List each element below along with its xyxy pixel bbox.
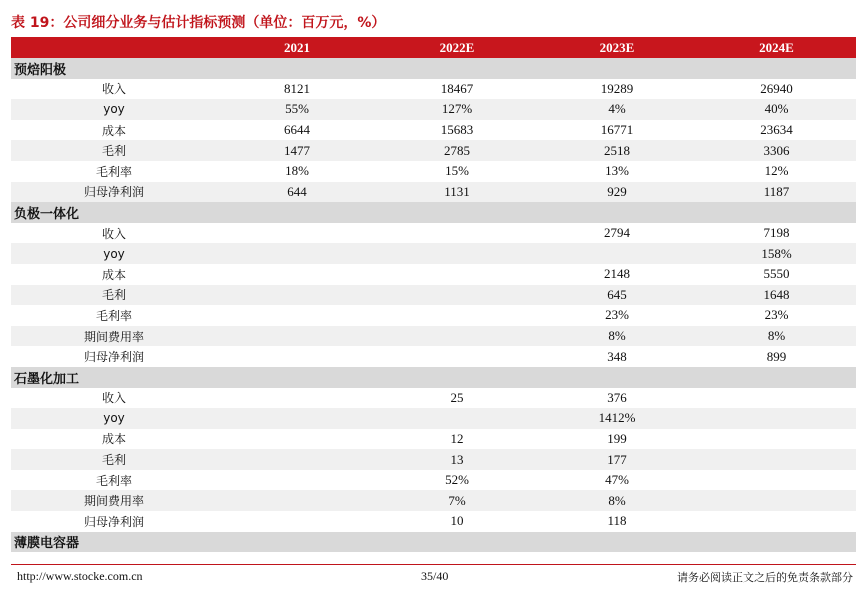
table-cell: 8% — [608, 492, 626, 508]
table-cell — [697, 490, 856, 511]
table-cell: 13 — [450, 451, 464, 467]
table-row — [11, 79, 856, 100]
row-label: 毛利率 — [95, 473, 132, 488]
table-cell — [217, 449, 377, 470]
forecast-table — [11, 37, 856, 552]
table-cell: 23634 — [760, 122, 793, 138]
table-cell: 2794 — [604, 225, 630, 241]
table-cell — [697, 408, 856, 429]
table-cell: 645 — [607, 286, 627, 302]
table-cell: 23% — [764, 307, 789, 323]
table-cell: 118 — [607, 513, 627, 529]
table-cell — [697, 449, 856, 470]
row-label: 收入 — [101, 226, 126, 241]
table-cell: 158% — [761, 245, 792, 261]
table-cell — [217, 285, 377, 306]
row-label: 毛利率 — [95, 308, 132, 323]
table-row — [11, 449, 856, 470]
row-label: 成本 — [101, 123, 126, 138]
table-row — [11, 346, 856, 367]
table-row — [11, 285, 856, 306]
table-cell: 15683 — [440, 122, 474, 138]
table-row — [11, 140, 856, 161]
table-cell: 6644 — [284, 122, 310, 138]
footer-divider — [11, 564, 856, 565]
table-cell: 15% — [445, 163, 469, 179]
section-row — [11, 58, 856, 79]
section-row — [11, 532, 856, 553]
table-row — [11, 326, 856, 347]
table-cell: 18% — [285, 163, 309, 179]
table-cell — [377, 285, 537, 306]
table-cell: 4% — [608, 101, 626, 117]
table-cell: 127% — [441, 101, 473, 117]
table-cell — [217, 429, 377, 450]
section-name: 薄膜电容器 — [14, 536, 80, 552]
table-cell: 2785 — [444, 142, 470, 158]
table-header-row — [11, 37, 856, 58]
table-cell: 55% — [285, 101, 309, 117]
row-label: 期间费用率 — [83, 494, 144, 509]
table-cell: 348 — [607, 348, 627, 364]
table-cell: 19289 — [600, 80, 634, 96]
row-label: 毛利 — [101, 288, 126, 303]
row-label: 毛利 — [101, 144, 126, 159]
table-cell: 10 — [450, 513, 464, 529]
table-cell — [217, 408, 377, 429]
row-label: 毛利 — [101, 453, 126, 468]
section-name: 预焙阳极 — [14, 62, 67, 78]
row-label: 收入 — [101, 82, 126, 97]
table-row — [11, 408, 856, 429]
section-row — [11, 367, 856, 388]
section-name: 石墨化加工 — [14, 371, 80, 387]
header-cell-2022e: 2022E — [439, 39, 475, 55]
header-cell-2021: 2021 — [284, 39, 310, 55]
table-cell: 47% — [605, 472, 629, 488]
table-cell: 23% — [605, 307, 629, 323]
table-row — [11, 490, 856, 511]
table-row — [11, 429, 856, 450]
table-cell — [377, 264, 537, 285]
footer-disclaimer: 请务必阅读正文之后的免责条款部分 — [677, 571, 853, 584]
table-cell: 1477 — [284, 142, 310, 158]
row-label: 成本 — [101, 267, 126, 282]
table-cell — [217, 326, 377, 347]
footer-page-number: 35/40 — [421, 569, 449, 583]
table-cell — [377, 223, 537, 244]
table-cell — [217, 223, 377, 244]
table-cell — [377, 305, 537, 326]
table-cell — [377, 346, 537, 367]
table-row — [11, 182, 856, 203]
row-label: 收入 — [101, 391, 126, 406]
table-row — [11, 305, 856, 326]
table-cell: 1412% — [598, 410, 636, 426]
table-cell: 177 — [607, 451, 627, 467]
table-cell: 7% — [448, 492, 466, 508]
table-cell: 52% — [445, 472, 469, 488]
table-cell: 2148 — [604, 266, 630, 282]
table-cell: 16771 — [600, 122, 634, 138]
table-row — [11, 99, 856, 120]
table-row — [11, 470, 856, 491]
table-cell: 644 — [287, 183, 307, 199]
table-cell: 18467 — [440, 80, 474, 96]
table-cell: 8% — [767, 328, 786, 344]
table-cell — [217, 470, 377, 491]
table-cell: 12% — [764, 163, 789, 179]
table-row — [11, 223, 856, 244]
table-cell: 7198 — [763, 225, 790, 241]
table-cell — [377, 326, 537, 347]
header-cell-2024e: 2024E — [759, 39, 794, 55]
row-label: yoy — [103, 102, 125, 117]
table-cell — [697, 429, 856, 450]
table-cell: 26940 — [760, 80, 793, 96]
table-cell — [377, 243, 537, 264]
table-cell — [377, 408, 537, 429]
row-label: 毛利率 — [95, 164, 132, 179]
table-row — [11, 388, 856, 409]
table-cell — [217, 243, 377, 264]
footer-url[interactable]: http://www.stocke.com.cn — [17, 569, 143, 583]
table-cell: 12 — [450, 430, 464, 446]
table-row — [11, 264, 856, 285]
section-row — [11, 202, 856, 223]
table-cell — [217, 346, 377, 367]
table-cell — [697, 470, 856, 491]
table-row — [11, 120, 856, 141]
table-cell: 1131 — [444, 183, 470, 199]
table-cell: 5550 — [763, 266, 790, 282]
table-row — [11, 243, 856, 264]
table-cell: 3306 — [763, 142, 790, 158]
header-cell-label — [11, 37, 217, 58]
table-cell: 199 — [607, 430, 627, 446]
row-label: yoy — [103, 246, 125, 261]
table-cell: 899 — [766, 348, 787, 364]
table-row — [11, 511, 856, 532]
row-label: 归母净利润 — [83, 185, 144, 200]
table-cell: 8121 — [284, 80, 310, 96]
row-label: 成本 — [101, 432, 126, 447]
table-cell — [217, 305, 377, 326]
table-cell — [217, 264, 377, 285]
table-cell: 40% — [764, 101, 789, 117]
table-cell — [697, 388, 856, 409]
table-cell: 376 — [607, 389, 627, 405]
table-cell: 929 — [607, 183, 627, 199]
table-row — [11, 161, 856, 182]
table-cell — [697, 511, 856, 532]
row-label: 归母净利润 — [83, 514, 144, 529]
table-cell: 13% — [605, 163, 629, 179]
table-cell — [217, 490, 377, 511]
table-cell: 2518 — [604, 142, 630, 158]
row-label: 期间费用率 — [83, 329, 144, 344]
table-cell: 8% — [608, 328, 626, 344]
table-cell — [217, 511, 377, 532]
table-cell — [217, 388, 377, 409]
table-cell: 1648 — [763, 286, 790, 302]
table-cell: 25 — [450, 389, 464, 405]
row-label: yoy — [103, 411, 125, 426]
table-title: 表 19：公司细分业务与估计指标预测（单位：百万元，%） — [11, 15, 386, 31]
header-cell-2023e: 2023E — [599, 39, 635, 55]
table-cell — [537, 243, 697, 264]
table-body — [11, 58, 856, 552]
row-label: 归母净利润 — [83, 350, 144, 365]
table-cell: 1187 — [763, 183, 790, 199]
section-name: 负极一体化 — [14, 206, 80, 222]
